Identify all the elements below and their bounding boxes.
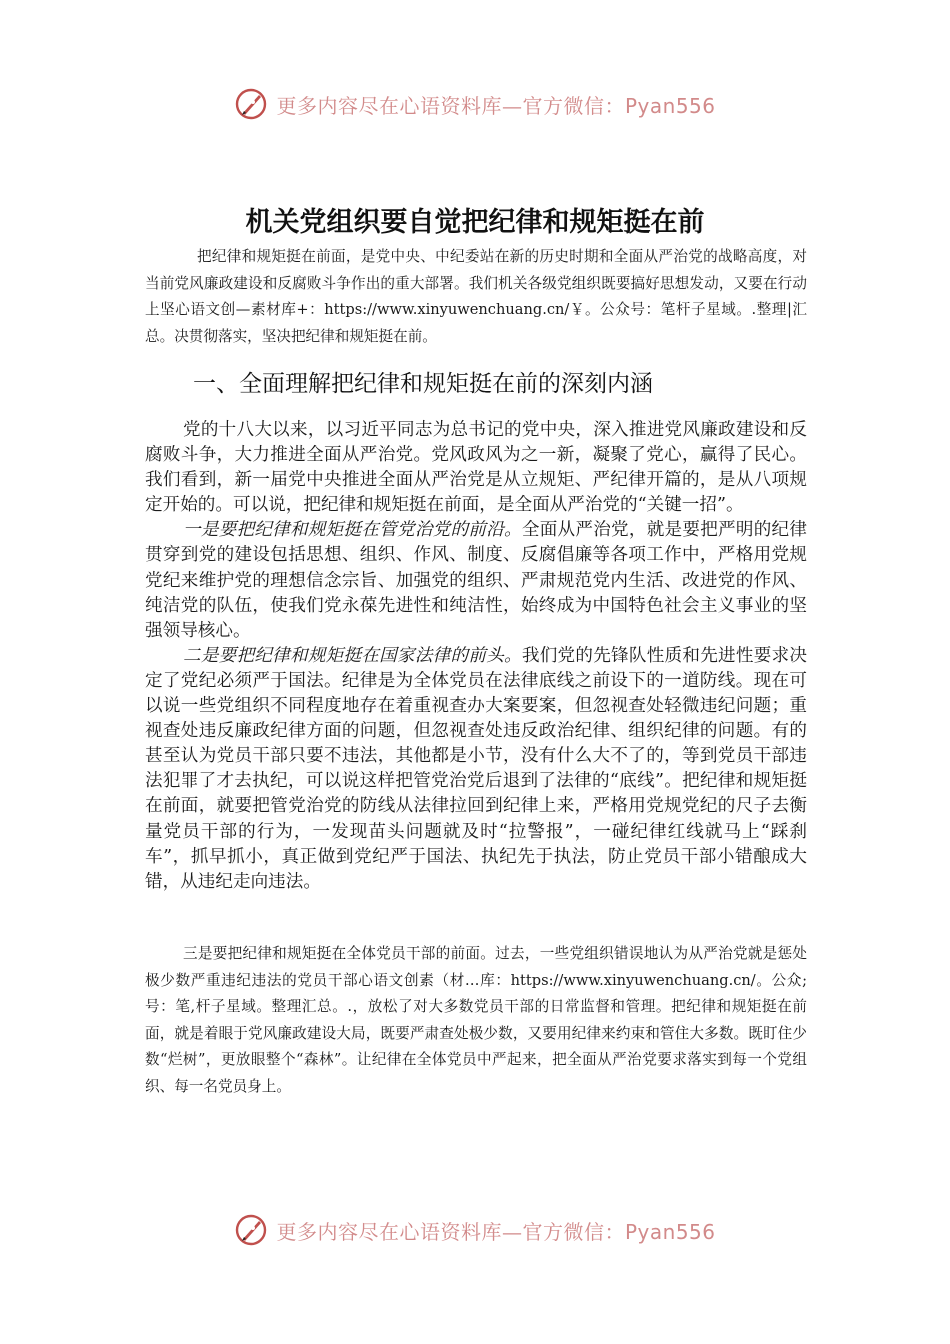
section-heading: 一、全面理解把纪律和规矩挺在前的深刻内涵: [193, 371, 653, 397]
footer-banner: [0, 1210, 950, 1250]
paragraph-body: 全面从严治党，就是要把严明的纪律贯穿到党的建设包括思想、组织、作风、制度、反腐倡廉等各项工作中，严格用党规党纪来维护党的理想信念宗旨、加强党的组织、严肃规范党内生活、改进党的作风、纯洁党的队伍，使我们党永葆先进性和纯洁性，始终成为中国特色社会主义事业的坚强领导核心。: [145, 520, 807, 641]
intro-paragraph: 把纪律和规矩挺在前面，是党中央、中纪委站在新的历史时期和全面从严治党的战略高度，对当前党风廉政建设和反腐败斗争作出的重大部署。我们机关各级党组织既要搞好思想发动，又要在行动上坚心语文创—素材库+：https://www.xinyuwenchuang.cn/￥。公众号：笔杆子星域。.整理|汇总。决贯彻落实，坚决把纪律和规矩挺在前。: [145, 248, 807, 345]
paragraph-lead: 二是要把纪律和规矩挺在国家法律的前头。: [183, 645, 522, 666]
header-banner: [0, 84, 950, 124]
banner-text: 更多内容尽在心语资料库—官方微信：Pyan556: [276, 1219, 716, 1244]
banner-text: 更多内容尽在心语资料库—官方微信：Pyan556: [276, 93, 716, 118]
wechat-id: Pyan556: [624, 93, 716, 118]
paragraph: 三是要把纪律和规矩挺在全体党员干部的前面。过去，一些党组织错误地认为从严治党就是惩处极少数严重违纪违法的党员干部心语文创素（材…库：https://www.xinyuwenchuang.cn/。公众;号：笔,杆子星域。整理汇总。.，放松了对大多数党员干部的日常监督和管理。把纪律和规矩挺在前面，就是着眼于党风廉政建设大局，既要严肃查处极少数，又要用纪律来约束和管住大多数。既盯住少数“烂树”，更放眼整个“森林”。让纪律在全体党员中严起来，把全面从严治党要求落实到每一个党组织、每一名党员身上。: [145, 945, 807, 1095]
body-section: [145, 418, 807, 895]
paragraph: [145, 518, 807, 643]
wechat-id: Pyan556: [624, 1219, 716, 1244]
paragraph: 党的十八大以来，以习近平同志为总书记的党中央，深入推进党风廉政建设和反腐败斗争，大力推进全面从严治党。党风政风为之一新，凝聚了党心，赢得了民心。我们看到，新一届党中央推进全面从严治党是从立规矩、严纪律开篇的，是从八项规定开始的。可以说，把纪律和规矩挺在前面，是全面从严治党的“关键一招”。: [145, 420, 807, 516]
paragraph-body: 我们党的先锋队性质和先进性要求决定了党纪必须严于国法。纪律是为全体党员在法律底线之前设下的一道防线。现在可以说一些党组织不同程度地存在着重视查办大案要案，但忽视查处轻微违纪问题；重视查处违反廉政纪律方面的问题，但忽视查处违反政治纪律、组织纪律的问题。有的甚至认为党员干部只要不违法，其他都是小节，没有什么大不了的，等到党员干部违法犯罪了才去执纪，可以说这样把管党治党后退到了法律的“底线”。把纪律和规矩挺在前面，就要把管党治党的防线从法律拉回到纪律上来，严格用党规党纪的尺子去衡量党员干部的行为，一发现苗头问题就及时“拉警报”，一碰纪律红线就马上“踩刹车”，抓早抓小，真正做到党纪严于国法、执纪先于执法，防止党员干部小错酿成大错，从违纪走向违法。: [145, 645, 807, 892]
document-title: 机关党组织要自觉把纪律和规矩挺在前: [245, 207, 705, 238]
paragraph-lead: 一是要把纪律和规矩挺在管党治党的前沿。: [183, 520, 522, 541]
paragraph: [145, 644, 807, 895]
pen-logo-icon: [234, 87, 268, 121]
pen-logo-icon: [234, 1213, 268, 1247]
